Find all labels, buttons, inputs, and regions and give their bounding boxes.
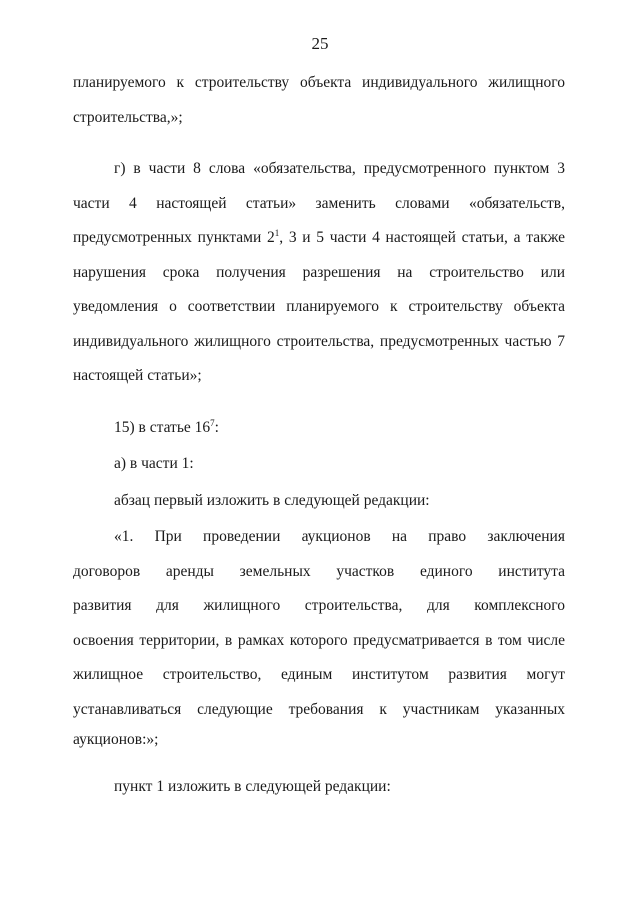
text-line: устанавливаться следующие требования к участникам указанных [73,700,565,718]
document-body [73,66,565,805]
text-fragment: 15) в статье 16 [114,418,211,436]
paragraph-abzac: абзац первый изложить в следующей редакции: [114,491,430,509]
superscript: 1 [274,228,280,238]
text-line: «1. При проведении аукционов на право заключения [114,528,565,545]
superscript: 7 [210,417,215,428]
text-fragment: предусмотренных пунктами 2 [73,229,275,246]
paragraph-item-a: а) в части 1: [114,455,194,472]
paragraph-quote [73,520,565,753]
paragraph-item-g [73,152,565,394]
text-line-with-superscript [73,221,565,256]
text-line: строительства,»; [73,108,183,126]
text-line: г) в части 8 слова «обязательства, предусмотренного пунктом 3 [114,160,565,177]
text-fragment: , 3 и 5 части 4 настоящей статьи, а также [279,229,565,246]
text-line: жилищное строительство, единым институтом развития могут [73,666,565,683]
text-line: развития для жилищного строительства, для комплексного [73,597,565,614]
text-line: освоения территории, в рамках которого предусматривается в том числе [73,631,565,649]
text-line: договоров аренды земельных участков единого института [73,562,565,580]
page-number: 25 [311,34,329,53]
text-fragment: : [214,418,219,436]
text-line: аукционов:»; [73,731,159,748]
paragraph-continuation [73,66,565,135]
paragraph-punkt-1: пункт 1 изложить в следующей редакции: [114,778,391,795]
text-line: настоящей статьи»; [73,367,202,384]
text-line: уведомления о соответствии планируемого к строительству объекта [73,298,565,315]
text-line: индивидуального жилищного строительства, предусмотренных частью 7 [73,332,565,350]
text-line: части 4 настоящей статьи» заменить словами «обязательств, [73,194,565,212]
text-line: нарушения срока получения разрешения на строительство или [73,263,565,281]
text-line: планируемого к строительству объекта индивидуального жилищного [73,74,565,91]
paragraph-item-15 [73,411,565,446]
